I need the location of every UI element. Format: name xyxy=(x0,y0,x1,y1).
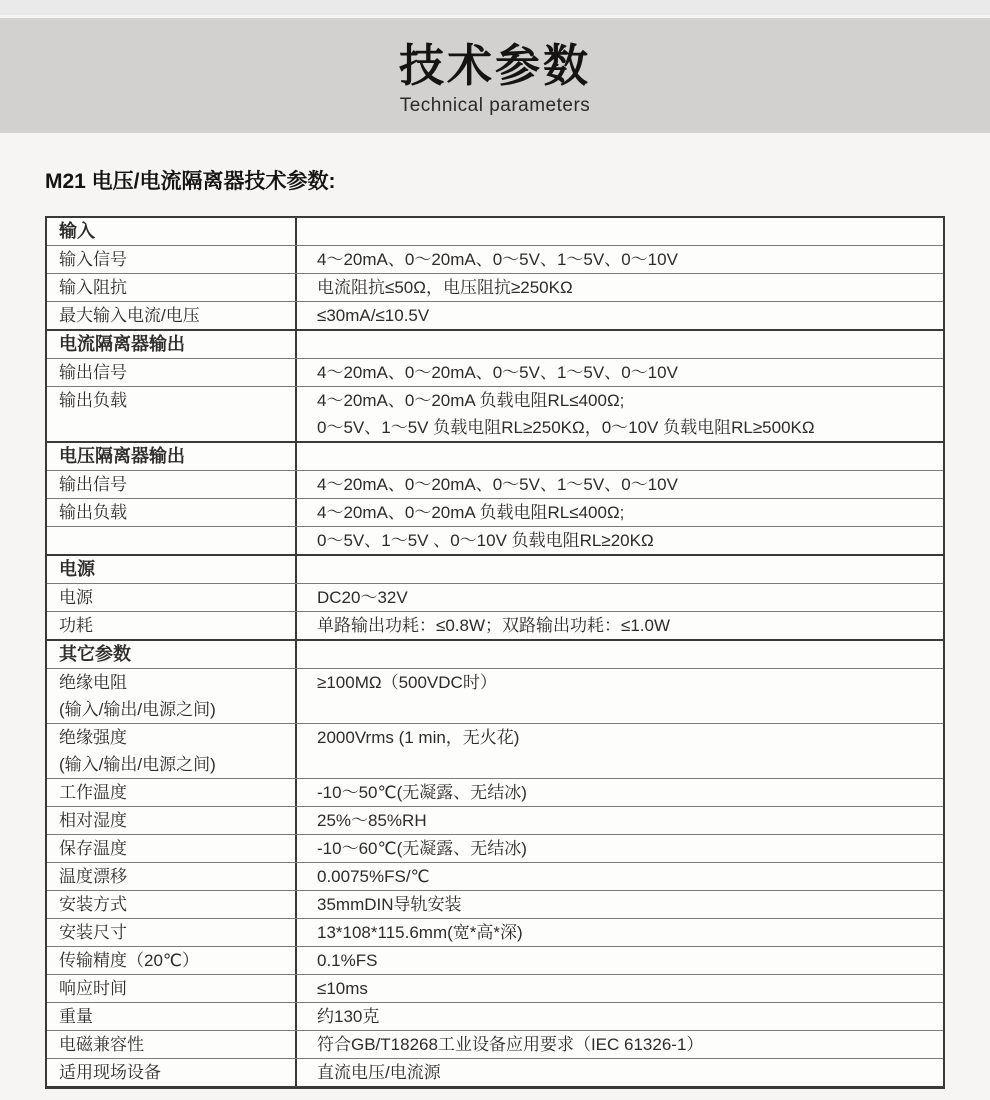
row-label xyxy=(47,612,297,639)
row-label-text: 响应时间 xyxy=(59,979,127,998)
row-label xyxy=(47,1003,297,1030)
table-row xyxy=(47,806,943,834)
row-label-text: 相对湿度 xyxy=(59,811,127,830)
table-row xyxy=(47,723,943,778)
table-row xyxy=(47,470,943,498)
row-value xyxy=(297,835,943,862)
table-row xyxy=(47,611,943,639)
row-value-text: 4～20mA、0～20mA、0～5V、1～5V、0～10V xyxy=(317,250,678,269)
row-value xyxy=(297,863,943,890)
row-value-text: 约130克 xyxy=(317,1007,380,1026)
table-row xyxy=(47,245,943,273)
row-label-text: 输入信号 xyxy=(59,250,127,269)
row-label-text: 输入阻抗 xyxy=(59,278,127,297)
row-label xyxy=(47,975,297,1002)
row-value-text: ≥100MΩ（500VDC时） xyxy=(317,673,497,692)
row-label xyxy=(47,387,297,441)
row-value xyxy=(297,499,943,526)
row-value-text: 直流电压/电流源 xyxy=(317,1063,441,1082)
row-label xyxy=(47,471,297,498)
table-row xyxy=(47,918,943,946)
row-label-text: 最大输入电流/电压 xyxy=(59,306,200,325)
row-label xyxy=(47,1031,297,1058)
row-value xyxy=(297,1003,943,1030)
row-label xyxy=(47,556,297,583)
row-value xyxy=(297,471,943,498)
row-value-text: 4～20mA、0～20mA、0～5V、1～5V、0～10V xyxy=(317,363,678,382)
row-label xyxy=(47,835,297,862)
row-value xyxy=(297,302,943,329)
row-label-text: 绝缘强度 xyxy=(59,728,127,747)
row-label-text: 输出负载 xyxy=(59,503,127,522)
row-label xyxy=(47,246,297,273)
row-label-text: 电源 xyxy=(59,588,93,607)
row-value xyxy=(297,779,943,806)
row-value-text: 25%～85%RH xyxy=(317,811,427,830)
table-row xyxy=(47,386,943,441)
row-value xyxy=(297,246,943,273)
row-value xyxy=(297,891,943,918)
row-value-text: 4～20mA、0～20mA 负载电阻RL≤400Ω; xyxy=(317,391,625,410)
row-value xyxy=(297,641,943,668)
row-value xyxy=(297,331,943,358)
section-heading: M21 电压/电流隔离器技术参数: xyxy=(45,170,336,193)
table-row xyxy=(47,554,943,583)
row-value-text: 13*108*115.6mm(宽*高*深) xyxy=(317,923,523,942)
spec-table xyxy=(45,216,945,1089)
row-value-text: 0.0075%FS/℃ xyxy=(317,867,430,886)
row-value-text: ≤10ms xyxy=(317,979,368,998)
table-row xyxy=(47,583,943,611)
row-label xyxy=(47,891,297,918)
title-band xyxy=(0,18,990,133)
row-label xyxy=(47,359,297,386)
table-row xyxy=(47,301,943,329)
table-row xyxy=(47,498,943,526)
row-label xyxy=(47,302,297,329)
row-label-text: (输入/输出/电源之间) xyxy=(59,700,216,719)
row-label-text: 安装方式 xyxy=(59,895,127,914)
row-label-text: 适用现场设备 xyxy=(59,1063,161,1082)
row-label-text: 输出负载 xyxy=(59,391,127,410)
table-row xyxy=(47,358,943,386)
row-value xyxy=(297,274,943,301)
row-label-text: 输出信号 xyxy=(59,363,127,382)
row-label xyxy=(47,779,297,806)
row-value xyxy=(297,527,943,554)
row-label-text: 绝缘电阻 xyxy=(59,673,127,692)
row-label xyxy=(47,669,297,723)
row-label-text: 输入 xyxy=(59,221,95,241)
row-label-text: 重量 xyxy=(59,1007,93,1026)
row-value-text: 4～20mA、0～20mA、0～5V、1～5V、0～10V xyxy=(317,475,678,494)
row-value xyxy=(297,359,943,386)
row-label-text: 安装尺寸 xyxy=(59,923,127,942)
row-value-text: ≤30mA/≤10.5V xyxy=(317,306,430,325)
row-value xyxy=(297,612,943,639)
row-label xyxy=(47,499,297,526)
table-row xyxy=(47,526,943,554)
row-value-text: -10～50℃(无凝露、无结冰) xyxy=(317,783,527,802)
row-label-text: 温度漂移 xyxy=(59,867,127,886)
row-label xyxy=(47,863,297,890)
table-row xyxy=(47,639,943,668)
row-value xyxy=(297,919,943,946)
row-value-text: -10～60℃(无凝露、无结冰) xyxy=(317,839,527,858)
row-value xyxy=(297,947,943,974)
row-value xyxy=(297,218,943,245)
row-label-text: 输出信号 xyxy=(59,475,127,494)
row-value xyxy=(297,669,943,723)
table-row xyxy=(47,329,943,358)
row-label xyxy=(47,443,297,470)
row-label-text: (输入/输出/电源之间) xyxy=(59,755,216,774)
row-label xyxy=(47,527,297,554)
row-label-text: 传输精度（20℃） xyxy=(59,951,200,970)
row-value xyxy=(297,584,943,611)
row-label-text: 电流隔离器输出 xyxy=(59,334,185,354)
table-row xyxy=(47,273,943,301)
page-title: 技术参数 xyxy=(398,39,591,91)
row-value-text: DC20～32V xyxy=(317,588,408,607)
row-value xyxy=(297,1059,943,1086)
row-label-text: 电磁兼容性 xyxy=(59,1035,144,1054)
row-value-text: 2000Vrms (1 min，无火花) xyxy=(317,728,520,747)
row-value-text: 35mmDIN导轨安装 xyxy=(317,895,462,914)
table-row xyxy=(47,946,943,974)
row-value-text: 0～5V、1～5V 负载电阻RL≥250KΩ，0～10V 负载电阻RL≥500KΩ xyxy=(317,418,815,437)
row-value xyxy=(297,975,943,1002)
top-strip xyxy=(0,0,990,15)
row-value-text: 单路输出功耗：≤0.8W；双路输出功耗：≤1.0W xyxy=(317,616,671,635)
row-label xyxy=(47,807,297,834)
row-value xyxy=(297,443,943,470)
row-value xyxy=(297,724,943,778)
row-value xyxy=(297,556,943,583)
row-value-text: 电流阻抗≤50Ω，电压阻抗≥250KΩ xyxy=(317,278,573,297)
page-subtitle: Technical parameters xyxy=(399,94,591,116)
row-label xyxy=(47,724,297,778)
row-label xyxy=(47,218,297,245)
table-row xyxy=(47,1030,943,1058)
table-row xyxy=(47,1002,943,1030)
row-value-text: 4～20mA、0～20mA 负载电阻RL≤400Ω; xyxy=(317,503,625,522)
table-row xyxy=(47,1058,943,1086)
row-label-text: 工作温度 xyxy=(59,783,127,802)
row-label xyxy=(47,641,297,668)
row-label-text: 保存温度 xyxy=(59,839,127,858)
table-row xyxy=(47,441,943,470)
row-label-text: 电源 xyxy=(59,559,95,579)
row-label xyxy=(47,331,297,358)
row-label xyxy=(47,919,297,946)
table-row xyxy=(47,778,943,806)
row-value xyxy=(297,1031,943,1058)
table-row xyxy=(47,862,943,890)
row-label-text: 其它参数 xyxy=(59,644,131,664)
table-row xyxy=(47,974,943,1002)
row-label xyxy=(47,584,297,611)
table-row xyxy=(47,668,943,723)
table-row xyxy=(47,218,943,245)
row-value-text: 0.1%FS xyxy=(317,951,378,970)
row-label-text: 电压隔离器输出 xyxy=(59,446,185,466)
row-label-text: 功耗 xyxy=(59,616,93,635)
row-value-text: 符合GB/T18268工业设备应用要求（IEC 61326-1） xyxy=(317,1035,704,1054)
row-label xyxy=(47,1059,297,1086)
row-value xyxy=(297,807,943,834)
table-row xyxy=(47,834,943,862)
row-label xyxy=(47,274,297,301)
row-label xyxy=(47,947,297,974)
row-value-text: 0～5V、1～5V 、0～10V 负载电阻RL≥20KΩ xyxy=(317,531,654,550)
row-value xyxy=(297,387,943,441)
table-row xyxy=(47,890,943,918)
